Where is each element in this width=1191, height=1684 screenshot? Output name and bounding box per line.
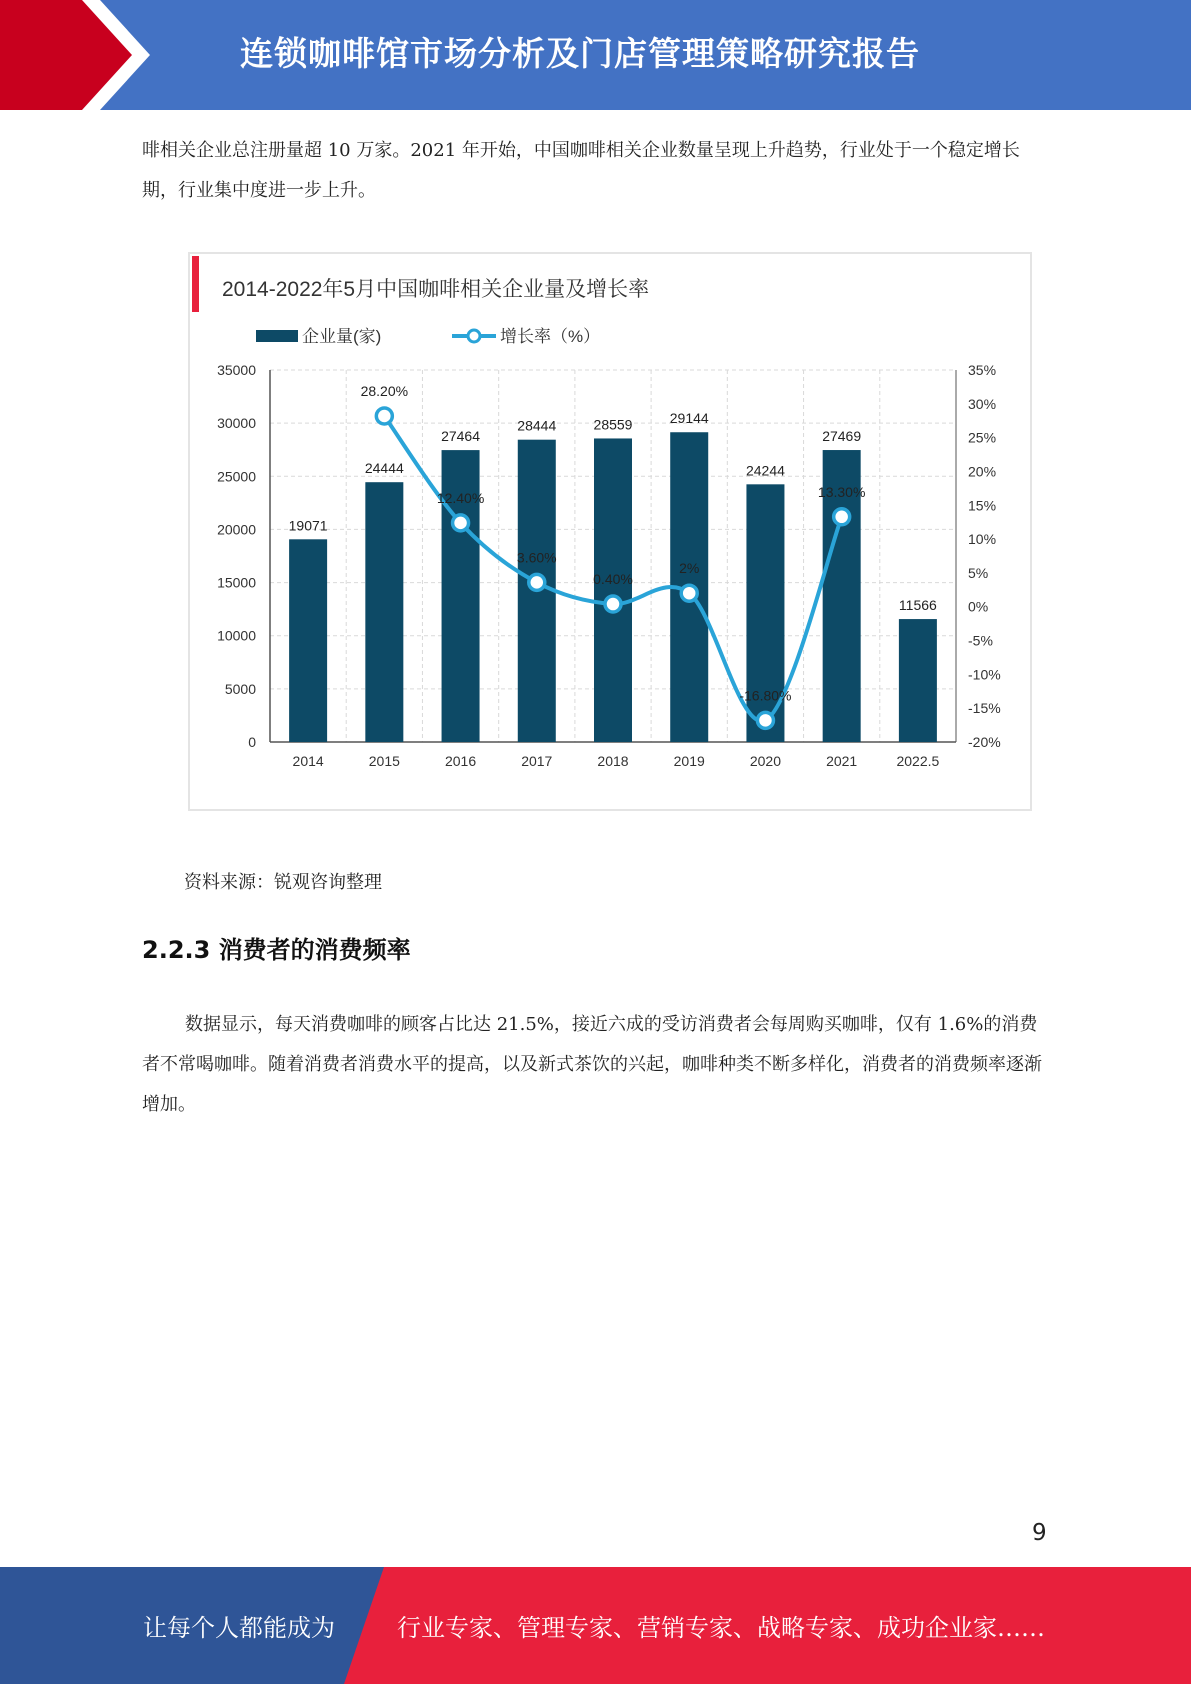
bar	[289, 539, 327, 742]
x-tick-label: 2022.5	[896, 753, 940, 769]
growth-rate-label: -16.80%	[739, 687, 792, 704]
y-left-tick-label: 20000	[217, 521, 256, 538]
bar-value-label: 11566	[898, 597, 937, 614]
growth-rate-point	[529, 574, 545, 590]
growth-rate-label: 12.40%	[436, 489, 485, 506]
x-tick-label: 2018	[597, 753, 629, 769]
legend-line-label: 增长率（%）	[500, 327, 601, 346]
y-right-tick-label: -15%	[968, 700, 1001, 717]
y-right-tick-label: -5%	[968, 632, 993, 649]
legend-bar-label: 企业量(家)	[302, 327, 382, 346]
growth-rate-point	[681, 585, 697, 601]
growth-rate-point	[757, 712, 773, 728]
page-header	[0, 0, 1191, 110]
y-right-tick-label: 0%	[968, 598, 989, 615]
legend-bar-swatch	[256, 330, 298, 342]
y-right-tick-label: -20%	[968, 734, 1001, 750]
growth-rate-label: 2%	[679, 560, 700, 577]
chart-title-accent	[192, 256, 199, 312]
x-tick-label: 2016	[444, 753, 477, 769]
x-tick-label: 2015	[368, 753, 400, 769]
bar	[899, 619, 937, 742]
footer-slogan: 让每个人都能成为	[143, 1614, 335, 1642]
section-heading: 2.2.3 消费者的消费频率	[142, 936, 411, 964]
bar-value-label: 24444	[364, 460, 404, 477]
chart-container	[188, 252, 1032, 811]
header-arrow-decoration	[0, 0, 200, 110]
y-left-tick-label: 15000	[217, 574, 256, 591]
y-left-tick-label: 25000	[217, 468, 256, 485]
growth-rate-point	[453, 515, 469, 531]
bar-value-label: 19071	[288, 517, 328, 534]
bar	[365, 482, 403, 742]
bar-value-label: 28444	[517, 417, 557, 434]
x-tick-label: 2020	[749, 753, 782, 769]
growth-rate-point	[605, 596, 621, 612]
y-right-tick-label: 35%	[968, 362, 997, 378]
intro-paragraph: 啡相关企业总注册量超 10 万家。2021 年开始，中国咖啡相关企业数量呈现上升趋势，行业处于一个稳定增长期，行业集中度进一步上升。	[142, 140, 1020, 201]
bar-value-label: 27469	[822, 428, 862, 445]
x-tick-label: 2014	[292, 753, 324, 769]
bar-value-label: 27464	[441, 428, 481, 445]
y-right-tick-label: -10%	[968, 666, 1001, 683]
y-right-tick-label: 15%	[968, 497, 997, 514]
chart-title: 2014-2022年5月中国咖啡相关企业量及增长率	[222, 278, 650, 301]
growth-rate-point	[834, 509, 850, 525]
y-right-tick-label: 5%	[968, 564, 989, 581]
bar-value-label: 24244	[745, 462, 785, 479]
growth-rate-label: 0.40%	[593, 571, 633, 588]
y-left-tick-label: 0	[248, 734, 256, 750]
y-left-tick-label: 30000	[217, 415, 256, 432]
growth-rate-label: 13.30%	[817, 483, 866, 500]
x-tick-label: 2021	[826, 753, 858, 769]
body-paragraph: 数据显示，每天消费咖啡的顾客占比达 21.5%，接近六成的受访消费者会每周购买咖啡，仅有 1.6%的消费者不常喝咖啡。随着消费者消费水平的提高，以及新式茶饮的兴起，咖啡种类不断多样化，消费者的消费频率逐渐增加。	[142, 1014, 1042, 1115]
page-footer	[0, 1567, 1191, 1684]
bar-value-label: 28559	[593, 416, 633, 433]
y-right-tick-label: 30%	[968, 395, 997, 412]
growth-rate-label: 3.60%	[516, 549, 557, 566]
y-right-tick-label: 25%	[968, 429, 997, 446]
legend-line-marker	[468, 330, 480, 342]
enterprise-growth-chart	[190, 254, 1030, 809]
bar-value-label: 29144	[669, 410, 709, 427]
bar	[594, 438, 632, 742]
y-right-tick-label: 20%	[968, 463, 997, 480]
footer-roles: 行业专家、管理专家、营销专家、战略专家、成功企业家……	[397, 1614, 1045, 1642]
growth-rate-point	[376, 408, 392, 424]
plot-area	[217, 362, 1001, 769]
y-left-tick-label: 10000	[217, 627, 256, 644]
growth-rate-label: 28.20%	[360, 382, 409, 399]
page-number: 9	[1032, 1520, 1047, 1546]
y-right-tick-label: 10%	[968, 531, 997, 548]
y-left-tick-label: 35000	[217, 362, 256, 378]
y-left-tick-label: 5000	[224, 680, 256, 697]
source-note: 资料来源：锐观咨询整理	[184, 872, 382, 893]
x-tick-label: 2017	[521, 753, 553, 769]
report-title: 连锁咖啡馆市场分析及门店管理策略研究报告	[240, 34, 920, 73]
x-tick-label: 2019	[673, 753, 705, 769]
